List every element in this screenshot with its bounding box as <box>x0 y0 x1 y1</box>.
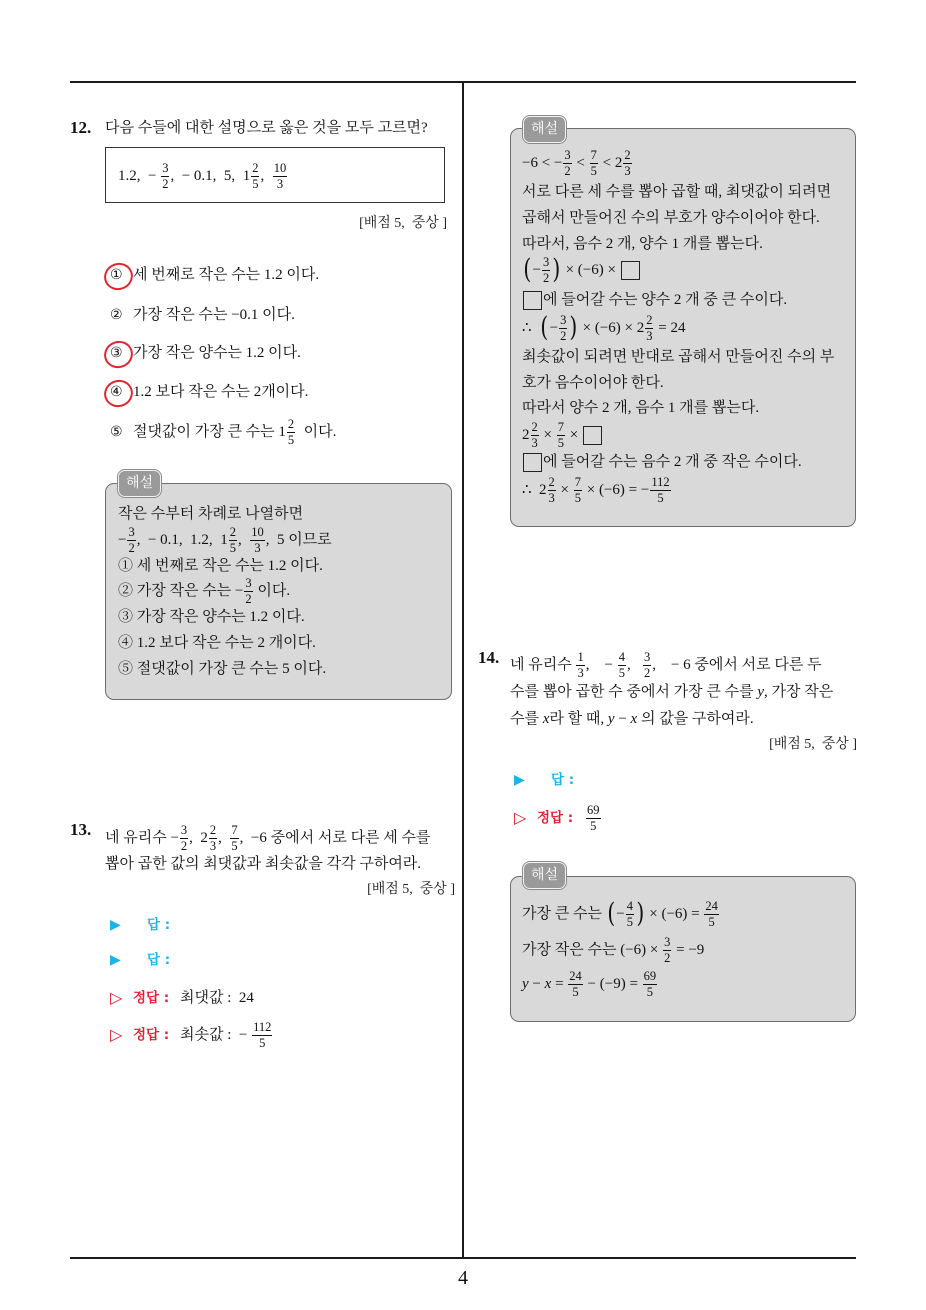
math-text: = −9 <box>672 942 705 958</box>
correct-answer-value <box>585 804 602 833</box>
correct-answer-value <box>180 1021 273 1050</box>
denominator: 5 <box>626 914 633 929</box>
math-text: 곱해서 만들어진 수의 부호가 양수이어야 한다. <box>522 210 820 226</box>
fraction <box>643 651 651 680</box>
numerator: 2 <box>646 312 653 327</box>
q14-prompt-line <box>510 679 833 705</box>
math-text: , −6 중에서 서로 다른 세 수를 <box>239 830 431 846</box>
correct-answer-value <box>180 985 254 1011</box>
numerator: 2 <box>624 147 631 162</box>
fraction <box>663 936 671 965</box>
fraction <box>287 418 295 447</box>
denominator: 3 <box>531 435 538 450</box>
q13-answer-blank-2[interactable] <box>110 947 170 973</box>
paren-close: ) <box>552 254 561 285</box>
math-text: , <box>218 830 230 846</box>
q12-solution-line <box>118 656 326 682</box>
fraction <box>250 526 265 555</box>
fraction <box>650 476 670 505</box>
math-text: −6 < − <box>522 155 563 171</box>
math-text: 이다. <box>253 583 291 599</box>
denominator: 5 <box>657 490 664 505</box>
fraction <box>618 651 626 680</box>
math-text: 따라서 양수 2 개, 음수 1 개를 뽑는다. <box>522 400 760 416</box>
math-text: 서로 다른 세 수를 뽑아 곱할 때, 최댓값이 되려면 <box>522 184 832 200</box>
q12-number: 12. <box>70 118 92 137</box>
blank-box <box>523 291 542 310</box>
q12-option-3[interactable] <box>110 340 301 366</box>
math-text: 이다. <box>296 424 337 440</box>
denominator: 2 <box>245 591 252 606</box>
numerator: 3 <box>543 254 550 269</box>
paren-content <box>616 900 635 929</box>
numerator: 7 <box>574 474 582 489</box>
fraction <box>180 824 188 853</box>
math-text: 에 들어갈 수는 양수 2 개 중 큰 수이다. <box>543 292 788 308</box>
option-text <box>133 379 308 405</box>
numerator: 10 <box>273 160 287 175</box>
fraction <box>161 162 169 191</box>
parenthesized-group <box>539 314 579 343</box>
denominator: 3 <box>548 490 555 505</box>
q12-solution-label: 해설 <box>118 470 161 497</box>
numerator: 3 <box>162 160 169 175</box>
q12-solution-line <box>118 630 316 656</box>
math-text: − <box>118 532 127 548</box>
paren-open: ( <box>607 898 615 929</box>
denominator: 5 <box>259 1035 266 1050</box>
q12-given-numbers <box>118 160 288 191</box>
math-text: 네 유리수 − <box>105 830 179 846</box>
numerator: 2 <box>252 160 259 175</box>
fraction <box>590 149 598 178</box>
correct-answer-triangle-icon: ▷ <box>514 808 527 827</box>
numerator: 7 <box>590 147 597 162</box>
whole-part: 2 <box>636 320 645 336</box>
q13-solution-label: 해설 <box>523 116 566 143</box>
math-text: 1.2 보다 작은 수는 2개이다. <box>133 384 309 400</box>
math-text: , − <box>585 657 617 673</box>
math-text: 의 값을 구하여라. <box>637 711 754 727</box>
q14-solution-label: 해설 <box>523 862 566 889</box>
q13-number: 13. <box>70 820 92 839</box>
numerator: 3 <box>128 524 135 539</box>
math-text: , <box>260 168 272 184</box>
bottom-rule <box>70 1257 856 1259</box>
fraction <box>531 421 539 450</box>
q13-solution-line <box>522 419 603 450</box>
blank-box <box>523 453 542 472</box>
math-text: ∴ <box>522 320 540 336</box>
answer-triangle-icon: ▶ <box>514 772 525 788</box>
numerator: 4 <box>626 898 633 913</box>
whole-part: 1 <box>220 532 228 548</box>
math-variable: x <box>544 976 552 992</box>
denominator: 2 <box>564 163 571 178</box>
correct-answer-label: 정답 : <box>537 810 574 826</box>
math-text: ⑤ 절댓값이 가장 큰 수는 5 이다. <box>118 661 327 677</box>
q14-solution-line <box>522 898 720 929</box>
answer-triangle-icon: ▶ <box>110 952 121 968</box>
denominator: 3 <box>254 540 261 555</box>
math-text: 가장 작은 수는 −0.1 이다. <box>133 307 295 323</box>
math-text: , <box>237 532 250 548</box>
option-number: ③ <box>110 340 133 366</box>
math-text: 에 들어갈 수는 음수 2 개 중 작은 수이다. <box>543 454 802 470</box>
q12-solution-line <box>118 604 305 630</box>
parenthesized-group <box>606 900 646 929</box>
math-text: ① 세 번째로 작은 수는 1.2 이다. <box>118 558 323 574</box>
denominator: 3 <box>276 176 284 191</box>
fraction <box>252 1021 272 1050</box>
math-variable: y <box>757 684 765 700</box>
q13-correct-answer-2 <box>110 1019 273 1050</box>
fraction <box>273 162 288 191</box>
fraction <box>645 314 653 343</box>
math-text: 최댓값 : 24 <box>180 990 254 1006</box>
q13-prompt-line <box>105 822 431 853</box>
math-text: − <box>549 320 559 336</box>
fraction <box>576 651 584 680</box>
numerator: 2 <box>209 822 217 837</box>
denominator: 5 <box>252 176 259 191</box>
denominator: 3 <box>646 328 653 343</box>
numerator: 24 <box>705 898 718 913</box>
numerator: 3 <box>560 312 567 327</box>
math-text: × (−6) = − <box>583 482 650 498</box>
whole-part: 2 <box>200 830 208 846</box>
q14-answer-blank-1[interactable] <box>514 767 574 793</box>
numerator: 3 <box>643 649 651 664</box>
fraction <box>626 900 634 929</box>
numerator: 3 <box>180 822 188 837</box>
denominator: 5 <box>574 490 582 505</box>
fraction <box>574 476 582 505</box>
option-text <box>133 262 319 288</box>
q13-solution-line <box>522 254 641 285</box>
q13-solution-line <box>522 147 633 178</box>
denominator: 5 <box>229 540 236 555</box>
q13-solution-line <box>522 179 831 205</box>
correct-answer-triangle-icon: ▷ <box>110 988 123 1007</box>
q13-solution-line <box>522 395 759 421</box>
denominator: 3 <box>577 665 584 680</box>
math-text: , − 0.1, 1.2, <box>136 532 221 548</box>
numerator: 112 <box>651 474 670 489</box>
paren-close: ) <box>569 312 578 343</box>
numerator: 2 <box>531 419 538 434</box>
q12-solution-line <box>118 501 303 527</box>
fraction <box>557 421 565 450</box>
q12-solution-line <box>118 553 323 579</box>
denominator: 2 <box>543 270 550 285</box>
option-number: ⑤ <box>110 424 123 440</box>
math-text: × (−6) × <box>578 320 637 336</box>
paren-open: ( <box>523 254 532 285</box>
math-text: 가장 작은 수는 (−6) × <box>522 942 663 958</box>
math-text: × (−6) = <box>645 906 704 922</box>
math-text: < <box>598 155 615 171</box>
fraction <box>568 970 583 999</box>
numerator: 2 <box>287 416 295 431</box>
q12-solution-line <box>118 524 332 555</box>
denominator: 5 <box>618 665 625 680</box>
numerator: 4 <box>618 649 625 664</box>
math-text: 호가 음수이어야 한다. <box>522 375 664 391</box>
q12-option-4[interactable] <box>110 379 308 405</box>
answer-label: 답 : <box>147 952 171 968</box>
math-text: − <box>614 711 631 727</box>
fraction <box>586 804 601 833</box>
denominator: 5 <box>572 984 579 999</box>
q13-solution-line <box>522 474 672 505</box>
answer-label: 답 : <box>147 917 171 933</box>
q14-correct-answer-1 <box>514 802 602 833</box>
q13-solution-line <box>522 205 820 231</box>
math-text: 1.2, − <box>118 168 161 184</box>
option-number: ② <box>110 307 123 323</box>
q14-number: 14. <box>478 648 500 667</box>
fraction <box>704 900 719 929</box>
fraction <box>230 824 238 853</box>
option-text <box>133 340 301 366</box>
denominator: 5 <box>646 984 654 999</box>
denominator: 5 <box>590 163 597 178</box>
numerator: 112 <box>253 1019 272 1034</box>
math-text: 수를 <box>510 711 543 727</box>
correct-answer-label: 정답 : <box>133 990 170 1006</box>
whole-part: 2 <box>522 427 530 443</box>
math-text: 가장 큰 수는 <box>522 906 606 922</box>
whole-part: 1 <box>278 424 286 440</box>
math-text: 절댓값이 가장 큰 수는 <box>133 424 279 440</box>
fraction <box>127 526 135 555</box>
q14-prompt-line <box>510 706 754 732</box>
numerator: 7 <box>231 822 238 837</box>
math-text: 작은 수부터 차례로 나열하면 <box>118 506 304 522</box>
paren-content <box>533 256 552 285</box>
parenthesized-group <box>522 256 562 285</box>
math-text: − <box>616 906 625 922</box>
denominator: 2 <box>128 540 135 555</box>
math-text: , <box>626 657 642 673</box>
fraction <box>623 149 631 178</box>
numerator: 2 <box>229 524 236 539</box>
q14-meta: [배점 5, 중상 ] <box>769 737 857 752</box>
math-text: = 24 <box>654 320 686 336</box>
numerator: 69 <box>643 968 657 983</box>
math-variable: x <box>542 711 550 727</box>
blank-box <box>583 426 602 445</box>
denominator: 2 <box>664 950 671 965</box>
math-text: × (−6) × <box>561 262 620 278</box>
math-text: ④ 1.2 보다 작은 수는 2 개이다. <box>118 635 316 651</box>
fraction <box>548 476 556 505</box>
fraction <box>542 256 550 285</box>
math-text: 따라서, 음수 2 개, 양수 1 개를 뽑는다. <box>522 236 763 252</box>
q12-meta: [배점 5, 중상 ] <box>359 216 447 231</box>
blank-box <box>621 261 640 280</box>
math-variable: x <box>630 711 638 727</box>
math-text: × <box>565 427 582 443</box>
math-variable: y <box>607 711 615 727</box>
option-text <box>133 302 295 328</box>
paren-open: ( <box>540 312 549 343</box>
denominator: 5 <box>590 818 597 833</box>
math-text: 네 유리수 <box>510 657 576 673</box>
fraction <box>209 824 217 853</box>
q13-solution-line <box>522 312 686 343</box>
q14-prompt-line <box>510 649 822 680</box>
q14-solution-line <box>522 968 658 999</box>
denominator: 5 <box>708 914 715 929</box>
math-text: = <box>551 976 568 992</box>
math-text: 세 번째로 작은 수는 1.2 이다. <box>133 267 320 283</box>
numerator: 24 <box>569 968 582 983</box>
math-text: ③ 가장 작은 양수는 1.2 이다. <box>118 609 305 625</box>
denominator: 3 <box>209 838 217 853</box>
math-text: ∴ <box>522 482 540 498</box>
denominator: 5 <box>231 838 238 853</box>
math-text: , 가장 작은 <box>764 684 834 700</box>
option-text <box>133 418 336 447</box>
q12-solution-line <box>118 575 291 606</box>
q13-solution-line <box>522 344 834 370</box>
numerator: 3 <box>664 934 671 949</box>
math-text: 최솟값이 되려면 반대로 곱해서 만들어진 수의 부 <box>522 349 835 365</box>
q13-meta: [배점 5, 중상 ] <box>367 882 455 897</box>
q13-solution-line <box>522 449 802 475</box>
denominator: 2 <box>643 665 651 680</box>
math-text: 뽑아 곱한 값의 최댓값과 최솟값을 각각 구하여라. <box>105 856 422 872</box>
math-text: − <box>532 262 542 278</box>
fraction <box>559 314 567 343</box>
math-text: , 5 이므로 <box>265 532 332 548</box>
math-text: 수를 뽑아 곱한 수 중에서 가장 큰 수를 <box>510 684 758 700</box>
denominator: 5 <box>557 435 564 450</box>
q13-answer-blank-1[interactable] <box>110 912 170 938</box>
answer-label: 답 : <box>551 772 575 788</box>
q13-correct-answer-1 <box>110 985 254 1011</box>
numerator: 2 <box>548 474 555 489</box>
math-text: ② 가장 작은 수는 − <box>118 583 244 599</box>
q13-prompt-line <box>105 851 421 877</box>
numerator: 3 <box>564 147 571 162</box>
numerator: 1 <box>577 649 584 664</box>
fraction <box>643 970 658 999</box>
denominator: 2 <box>180 838 188 853</box>
denominator: 3 <box>624 163 631 178</box>
paren-content <box>550 314 569 343</box>
numerator: 3 <box>245 575 252 590</box>
denominator: 2 <box>162 176 169 191</box>
math-text: − <box>528 976 545 992</box>
math-text: 가장 작은 양수는 1.2 이다. <box>133 345 301 361</box>
fraction <box>563 149 571 178</box>
numerator: 7 <box>557 419 564 434</box>
q12-option-5[interactable] <box>110 416 337 447</box>
math-text: , − 6 중에서 서로 다른 두 <box>652 657 822 673</box>
answer-triangle-icon: ▶ <box>110 917 121 933</box>
fraction <box>244 577 252 606</box>
denominator: 5 <box>287 432 295 447</box>
correct-answer-label: 정답 : <box>133 1027 170 1043</box>
option-number: ① <box>110 262 133 288</box>
math-text: × <box>539 427 556 443</box>
numerator: 10 <box>251 524 264 539</box>
math-text: 라 할 때, <box>549 711 608 727</box>
whole-part: 2 <box>614 155 623 171</box>
denominator: 2 <box>560 328 567 343</box>
math-text: , <box>189 830 201 846</box>
column-divider <box>462 82 464 1258</box>
math-text: < <box>572 155 589 171</box>
math-text: − (−9) = <box>583 976 642 992</box>
correct-answer-triangle-icon: ▷ <box>110 1025 123 1044</box>
whole-part: 2 <box>539 482 547 498</box>
whole-part: 1 <box>242 168 251 184</box>
fraction <box>229 526 237 555</box>
numerator: 69 <box>587 802 600 817</box>
math-variable: y <box>522 976 529 992</box>
math-text: 최솟값 : − <box>180 1027 252 1043</box>
page-number: 4 <box>458 1267 468 1289</box>
paren-close: ) <box>636 898 645 929</box>
math-text: × <box>556 482 573 498</box>
q12-prompt: 다음 수들에 대한 설명으로 옳은 것을 모두 고르면? <box>105 120 428 136</box>
q12-option-1[interactable] <box>110 262 319 288</box>
q14-solution-line <box>522 934 705 965</box>
q13-solution-line <box>522 287 787 313</box>
q12-option-2[interactable] <box>110 302 295 328</box>
fraction <box>251 162 259 191</box>
q13-solution-line <box>522 370 664 396</box>
math-text: , − 0.1, 5, <box>170 168 243 184</box>
option-number: ④ <box>110 379 133 405</box>
